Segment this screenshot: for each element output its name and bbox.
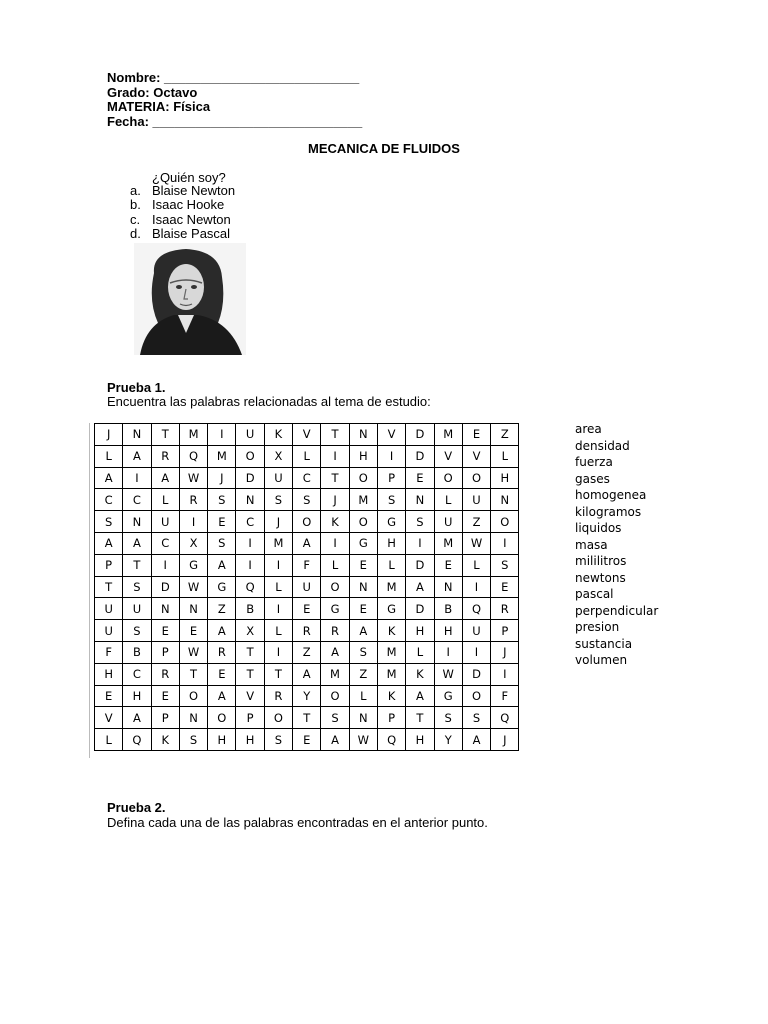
grid-cell: S: [95, 511, 123, 533]
grid-cell: L: [264, 620, 292, 642]
grid-cell: U: [264, 467, 292, 489]
grid-cell: L: [264, 576, 292, 598]
grid-cell: Q: [377, 729, 405, 751]
grid-cell: E: [293, 598, 321, 620]
grid-cell: I: [434, 641, 462, 663]
grid-cell: L: [406, 641, 434, 663]
grid-cell: I: [406, 532, 434, 554]
word-list-item: presion: [575, 620, 620, 634]
word-list-item: mililitros: [575, 554, 627, 568]
grid-cell: G: [377, 511, 405, 533]
grid-cell: R: [321, 620, 349, 642]
grid-cell: U: [462, 489, 490, 511]
grid-cell: S: [377, 489, 405, 511]
grid-cell: K: [321, 511, 349, 533]
grid-cell: N: [179, 598, 207, 620]
grid-cell: N: [123, 511, 151, 533]
grid-cell: A: [406, 685, 434, 707]
grid-cell: V: [95, 707, 123, 729]
grid-cell: T: [293, 707, 321, 729]
grid-cell: I: [179, 511, 207, 533]
grid-cell: V: [377, 424, 405, 446]
grid-cell: S: [434, 707, 462, 729]
grid-cell: G: [321, 598, 349, 620]
grid-cell: I: [208, 424, 236, 446]
grid-row: [95, 511, 519, 533]
grid-cell: N: [349, 707, 377, 729]
document-title: MECANICA DE FLUIDOS: [308, 141, 460, 156]
grid-cell: D: [406, 445, 434, 467]
grid-cell: L: [95, 729, 123, 751]
grid-cell: H: [349, 445, 377, 467]
grid-row: [95, 445, 519, 467]
grid-cell: H: [491, 467, 519, 489]
grid-cell: W: [179, 641, 207, 663]
option-text: Blaise Pascal: [152, 225, 231, 241]
grid-cell: J: [264, 511, 292, 533]
grid-cell: H: [208, 729, 236, 751]
grid-cell: M: [377, 641, 405, 663]
grid-cell: I: [462, 641, 490, 663]
grid-cell: A: [151, 467, 179, 489]
option-text: Isaac Newton: [152, 211, 231, 227]
grid-cell: Y: [434, 729, 462, 751]
grid-cell: Z: [293, 641, 321, 663]
grid-cell: I: [236, 554, 264, 576]
grid-cell: O: [462, 467, 490, 489]
grid-cell: T: [95, 576, 123, 598]
grid-cell: S: [491, 554, 519, 576]
grid-row: [95, 424, 519, 446]
quiz-option: [130, 198, 235, 212]
grid-cell: A: [208, 620, 236, 642]
grid-cell: A: [95, 532, 123, 554]
divider-line: [89, 423, 90, 758]
grid-cell: E: [462, 424, 490, 446]
grid-cell: H: [406, 729, 434, 751]
grid-cell: H: [236, 729, 264, 751]
grid-cell: E: [208, 511, 236, 533]
grid-cell: Z: [349, 663, 377, 685]
portrait-image: [134, 243, 246, 355]
grid-cell: N: [179, 707, 207, 729]
grid-cell: R: [179, 489, 207, 511]
grid-cell: E: [179, 620, 207, 642]
grid-cell: O: [264, 707, 292, 729]
option-text: Blaise Newton: [152, 183, 236, 198]
word-list-item: densidad: [575, 438, 630, 453]
word-list-item: volumen: [575, 653, 628, 667]
grid-cell: V: [293, 424, 321, 446]
grid-cell: O: [208, 707, 236, 729]
grid-cell: I: [151, 554, 179, 576]
grid-cell: P: [377, 467, 405, 489]
grid-cell: T: [236, 641, 264, 663]
grid-cell: M: [208, 445, 236, 467]
quiz-option: [130, 184, 235, 198]
option-letter: a.: [130, 183, 141, 198]
grid-cell: N: [491, 489, 519, 511]
word-list-item: kilogramos: [575, 504, 642, 519]
grid-cell: J: [208, 467, 236, 489]
grid-cell: O: [179, 685, 207, 707]
grid-cell: I: [491, 663, 519, 685]
grid-row: [95, 489, 519, 511]
word-list-item: area: [575, 422, 602, 436]
grid-cell: N: [406, 489, 434, 511]
grid-cell: B: [123, 641, 151, 663]
grid-cell: G: [349, 532, 377, 554]
grid-cell: U: [293, 576, 321, 598]
grid-cell: C: [151, 532, 179, 554]
grid-cell: T: [236, 663, 264, 685]
grid-cell: L: [491, 445, 519, 467]
grid-cell: S: [264, 729, 292, 751]
grid-cell: A: [123, 707, 151, 729]
grid-cell: I: [462, 576, 490, 598]
grid-cell: Z: [462, 511, 490, 533]
grid-cell: L: [95, 445, 123, 467]
grid-cell: B: [236, 598, 264, 620]
grid-cell: M: [434, 424, 462, 446]
grid-cell: M: [377, 576, 405, 598]
grid-cell: K: [151, 729, 179, 751]
grid-cell: A: [123, 445, 151, 467]
grid-cell: D: [406, 598, 434, 620]
grid-cell: P: [377, 707, 405, 729]
grid-cell: K: [264, 424, 292, 446]
grid-cell: A: [321, 641, 349, 663]
grid-cell: S: [264, 489, 292, 511]
grid-cell: Y: [293, 685, 321, 707]
grid-cell: F: [293, 554, 321, 576]
grid-cell: T: [321, 424, 349, 446]
grid-row: [95, 467, 519, 489]
word-list-item: gases: [575, 471, 610, 486]
grid-cell: N: [349, 424, 377, 446]
grid-cell: C: [95, 489, 123, 511]
grid-cell: E: [151, 685, 179, 707]
grado-field: Grado: Octavo: [107, 84, 198, 100]
grid-cell: Z: [208, 598, 236, 620]
grid-cell: R: [151, 663, 179, 685]
grid-cell: I: [321, 445, 349, 467]
quiz-options: [130, 184, 235, 241]
grid-cell: Q: [236, 576, 264, 598]
grid-cell: X: [264, 445, 292, 467]
grid-cell: A: [208, 685, 236, 707]
grid-cell: S: [179, 729, 207, 751]
grid-cell: E: [406, 467, 434, 489]
grid-cell: O: [321, 685, 349, 707]
grid-cell: N: [349, 576, 377, 598]
grid-cell: A: [462, 729, 490, 751]
student-header: [107, 71, 362, 129]
grid-cell: I: [491, 532, 519, 554]
grid-cell: A: [349, 620, 377, 642]
grid-cell: H: [377, 532, 405, 554]
grid-cell: N: [434, 576, 462, 598]
grid-cell: O: [349, 467, 377, 489]
grid-cell: Q: [123, 729, 151, 751]
grid-cell: U: [462, 620, 490, 642]
grid-row: [95, 685, 519, 707]
quiz-option: [130, 227, 235, 241]
grid-cell: D: [406, 554, 434, 576]
grid-cell: P: [491, 620, 519, 642]
grid-cell: R: [264, 685, 292, 707]
grid-cell: C: [123, 663, 151, 685]
grid-cell: H: [123, 685, 151, 707]
grid-cell: I: [123, 467, 151, 489]
grid-cell: I: [377, 445, 405, 467]
grid-cell: L: [151, 489, 179, 511]
grid-cell: V: [236, 685, 264, 707]
fecha-field: Fecha: _____________________________: [107, 113, 363, 129]
grid-cell: S: [406, 511, 434, 533]
grid-cell: A: [123, 532, 151, 554]
grid-cell: T: [151, 424, 179, 446]
grid-cell: K: [406, 663, 434, 685]
grid-cell: D: [236, 467, 264, 489]
word-list-item: homogenea: [575, 488, 647, 502]
grid-cell: F: [95, 641, 123, 663]
grid-cell: H: [406, 620, 434, 642]
grid-cell: C: [123, 489, 151, 511]
grid-cell: D: [462, 663, 490, 685]
grid-cell: Q: [491, 707, 519, 729]
grid-cell: A: [208, 554, 236, 576]
grid-cell: K: [377, 620, 405, 642]
grid-cell: R: [293, 620, 321, 642]
word-list-item: perpendicular: [575, 603, 659, 618]
grid-cell: L: [377, 554, 405, 576]
option-letter: d.: [130, 225, 141, 241]
grid-cell: O: [293, 511, 321, 533]
grid-cell: T: [406, 707, 434, 729]
option-letter: c.: [130, 211, 141, 227]
grid-cell: X: [179, 532, 207, 554]
grid-cell: L: [349, 685, 377, 707]
prueba-2-instructions: Defina cada una de las palabras encontradas en el anterior punto.: [107, 815, 488, 830]
grid-cell: M: [377, 663, 405, 685]
grid-cell: U: [95, 598, 123, 620]
grid-cell: E: [491, 576, 519, 598]
grid-cell: F: [491, 685, 519, 707]
grid-cell: P: [95, 554, 123, 576]
grid-cell: S: [123, 576, 151, 598]
grid-cell: I: [264, 641, 292, 663]
grid-cell: T: [123, 554, 151, 576]
grid-cell: O: [462, 685, 490, 707]
grid-cell: W: [179, 467, 207, 489]
grid-cell: E: [293, 729, 321, 751]
grid-cell: M: [264, 532, 292, 554]
grid-cell: P: [151, 707, 179, 729]
grid-cell: A: [293, 663, 321, 685]
grid-cell: I: [321, 532, 349, 554]
grid-cell: G: [179, 554, 207, 576]
grid-cell: O: [434, 467, 462, 489]
grid-cell: M: [434, 532, 462, 554]
grid-cell: U: [95, 620, 123, 642]
grid-cell: E: [208, 663, 236, 685]
grid-cell: D: [406, 424, 434, 446]
grid-cell: U: [123, 598, 151, 620]
grid-cell: L: [293, 445, 321, 467]
grid-cell: K: [377, 685, 405, 707]
grid-cell: U: [236, 424, 264, 446]
grid-cell: E: [349, 598, 377, 620]
grid-cell: H: [95, 663, 123, 685]
grid-cell: V: [434, 445, 462, 467]
grid-cell: E: [95, 685, 123, 707]
grid-cell: S: [321, 707, 349, 729]
quiz-option: [130, 213, 235, 227]
grid-cell: S: [462, 707, 490, 729]
grid-row: [95, 729, 519, 751]
grid-cell: G: [434, 685, 462, 707]
grid-cell: S: [293, 489, 321, 511]
grid-cell: N: [151, 598, 179, 620]
grid-cell: M: [321, 663, 349, 685]
grid-row: [95, 641, 519, 663]
grid-row: [95, 620, 519, 642]
grid-cell: S: [208, 489, 236, 511]
prueba-2-title: Prueba 2.: [107, 800, 166, 815]
grid-cell: E: [434, 554, 462, 576]
grid-cell: T: [321, 467, 349, 489]
grid-cell: L: [321, 554, 349, 576]
grid-cell: O: [491, 511, 519, 533]
grid-cell: J: [321, 489, 349, 511]
grid-cell: C: [236, 511, 264, 533]
grid-row: [95, 554, 519, 576]
word-list-item: pascal: [575, 587, 614, 601]
grid-cell: A: [293, 532, 321, 554]
grid-cell: G: [377, 598, 405, 620]
grid-cell: M: [179, 424, 207, 446]
grid-cell: S: [123, 620, 151, 642]
grid-cell: E: [349, 554, 377, 576]
grid-cell: U: [434, 511, 462, 533]
grid-cell: H: [434, 620, 462, 642]
grid-cell: B: [434, 598, 462, 620]
word-list-item: newtons: [575, 570, 626, 585]
word-search-grid: [94, 423, 519, 751]
grid-cell: Q: [462, 598, 490, 620]
grid-cell: O: [321, 576, 349, 598]
word-list-item: fuerza: [575, 455, 613, 469]
grid-cell: I: [264, 554, 292, 576]
grid-cell: P: [236, 707, 264, 729]
grid-row: [95, 663, 519, 685]
grid-cell: A: [95, 467, 123, 489]
grid-cell: D: [151, 576, 179, 598]
prueba-1-instructions: Encuentra las palabras relacionadas al tema de estudio:: [107, 394, 431, 409]
grid-cell: R: [151, 445, 179, 467]
grid-cell: I: [264, 598, 292, 620]
grid-cell: O: [236, 445, 264, 467]
grid-cell: W: [462, 532, 490, 554]
word-list-item: sustancia: [575, 636, 633, 651]
nombre-field: Nombre: ___________________________: [107, 70, 360, 85]
grid-cell: X: [236, 620, 264, 642]
grid-cell: Z: [491, 424, 519, 446]
grid-cell: U: [151, 511, 179, 533]
word-list-item: liquidos: [575, 521, 622, 535]
grid-cell: W: [349, 729, 377, 751]
grid-cell: T: [264, 663, 292, 685]
grid-cell: R: [491, 598, 519, 620]
grid-cell: S: [208, 532, 236, 554]
grid-row: [95, 707, 519, 729]
option-text: Isaac Hooke: [152, 197, 225, 213]
grid-cell: J: [491, 729, 519, 751]
grid-cell: A: [321, 729, 349, 751]
materia-field: MATERIA: Física: [107, 99, 211, 114]
grid-cell: Q: [179, 445, 207, 467]
grid-cell: I: [236, 532, 264, 554]
grid-cell: A: [406, 576, 434, 598]
grid-cell: S: [349, 641, 377, 663]
grid-row: [95, 576, 519, 598]
grid-cell: J: [95, 424, 123, 446]
grid-cell: E: [151, 620, 179, 642]
option-letter: b.: [130, 197, 141, 213]
prueba-1-title: Prueba 1.: [107, 380, 166, 395]
grid-cell: O: [349, 511, 377, 533]
grid-cell: M: [349, 489, 377, 511]
grid-cell: G: [208, 576, 236, 598]
grid-cell: W: [434, 663, 462, 685]
grid-cell: L: [462, 554, 490, 576]
grid-row: [95, 532, 519, 554]
grid-cell: N: [236, 489, 264, 511]
quiz-question: ¿Quién soy?: [152, 170, 226, 185]
grid-cell: L: [434, 489, 462, 511]
grid-cell: J: [491, 641, 519, 663]
grid-cell: R: [208, 641, 236, 663]
grid-cell: P: [151, 641, 179, 663]
grid-cell: V: [462, 445, 490, 467]
word-list-item: masa: [575, 537, 608, 552]
grid-cell: C: [293, 467, 321, 489]
grid-cell: T: [179, 663, 207, 685]
word-list: [575, 421, 658, 669]
grid-cell: N: [123, 424, 151, 446]
grid-cell: W: [179, 576, 207, 598]
grid-row: [95, 598, 519, 620]
